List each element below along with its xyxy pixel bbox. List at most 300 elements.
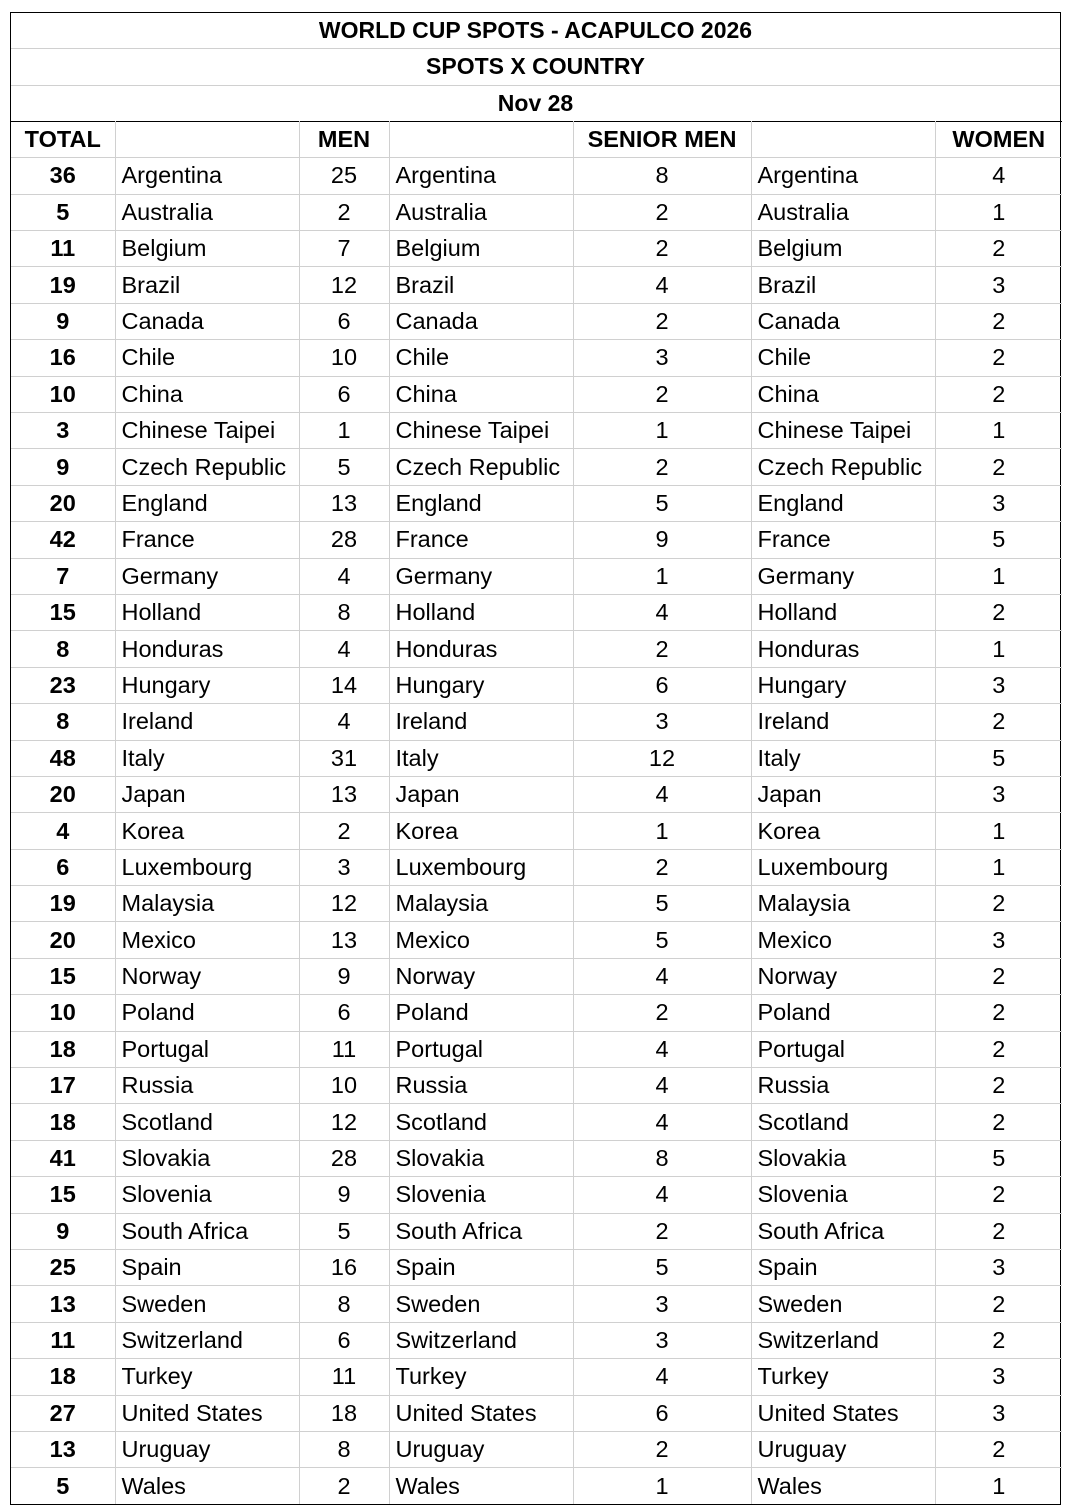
cell-country-men: Sweden [115, 1286, 299, 1322]
cell-country-senior: Wales [389, 1468, 573, 1504]
cell-country-men: Holland [115, 594, 299, 630]
cell-total: 18 [11, 1359, 115, 1395]
cell-country-men: Ireland [115, 704, 299, 740]
cell-total: 27 [11, 1395, 115, 1431]
cell-country-men: Uruguay [115, 1431, 299, 1467]
cell-country-women: United States [751, 1395, 935, 1431]
cell-men: 14 [299, 667, 389, 703]
cell-men: 6 [299, 995, 389, 1031]
cell-total: 10 [11, 376, 115, 412]
cell-total: 25 [11, 1250, 115, 1286]
cell-country-men: Spain [115, 1250, 299, 1286]
cell-country-women: Japan [751, 776, 935, 812]
cell-country-senior: Italy [389, 740, 573, 776]
cell-senior-men: 2 [573, 631, 751, 667]
cell-total: 8 [11, 704, 115, 740]
cell-senior-men: 2 [573, 303, 751, 339]
table-row [11, 813, 1062, 849]
cell-men: 6 [299, 1322, 389, 1358]
spots-spreadsheet [10, 12, 1061, 1505]
cell-country-senior: Australia [389, 194, 573, 230]
table-row [11, 485, 1062, 521]
table-row [11, 740, 1062, 776]
cell-men: 8 [299, 1286, 389, 1322]
cell-country-senior: Hungary [389, 667, 573, 703]
cell-men: 6 [299, 376, 389, 412]
table-row [11, 631, 1062, 667]
cell-country-men: Slovenia [115, 1177, 299, 1213]
cell-country-men: South Africa [115, 1213, 299, 1249]
spots-table [11, 121, 1062, 1504]
cell-country-men: Japan [115, 776, 299, 812]
cell-country-women: Uruguay [751, 1431, 935, 1467]
table-row [11, 1177, 1062, 1213]
cell-senior-men: 5 [573, 886, 751, 922]
cell-country-men: Switzerland [115, 1322, 299, 1358]
cell-men: 4 [299, 631, 389, 667]
cell-country-women: Luxembourg [751, 849, 935, 885]
cell-women: 2 [935, 340, 1062, 376]
cell-men: 4 [299, 558, 389, 594]
cell-country-senior: Japan [389, 776, 573, 812]
cell-men: 11 [299, 1031, 389, 1067]
table-row [11, 958, 1062, 994]
cell-country-senior: Brazil [389, 267, 573, 303]
cell-senior-men: 4 [573, 1359, 751, 1395]
cell-country-men: Slovakia [115, 1140, 299, 1176]
cell-country-women: Germany [751, 558, 935, 594]
cell-senior-men: 5 [573, 922, 751, 958]
cell-total: 17 [11, 1068, 115, 1104]
header-country-1 [115, 121, 299, 157]
cell-senior-men: 2 [573, 849, 751, 885]
cell-total: 42 [11, 522, 115, 558]
cell-country-men: Hungary [115, 667, 299, 703]
table-row [11, 1431, 1062, 1467]
cell-country-senior: Russia [389, 1068, 573, 1104]
cell-men: 16 [299, 1250, 389, 1286]
cell-country-women: Italy [751, 740, 935, 776]
cell-women: 2 [935, 594, 1062, 630]
cell-men: 10 [299, 340, 389, 376]
cell-country-senior: Argentina [389, 158, 573, 194]
cell-country-women: Chinese Taipei [751, 413, 935, 449]
cell-country-women: Canada [751, 303, 935, 339]
cell-women: 3 [935, 776, 1062, 812]
table-row [11, 1068, 1062, 1104]
table-row [11, 1250, 1062, 1286]
table-row [11, 267, 1062, 303]
cell-men: 3 [299, 849, 389, 885]
cell-country-senior: Spain [389, 1250, 573, 1286]
cell-women: 2 [935, 1177, 1062, 1213]
cell-senior-men: 1 [573, 1468, 751, 1504]
cell-men: 1 [299, 413, 389, 449]
cell-senior-men: 5 [573, 485, 751, 521]
cell-total: 9 [11, 1213, 115, 1249]
cell-men: 13 [299, 922, 389, 958]
cell-senior-men: 4 [573, 958, 751, 994]
cell-country-senior: Honduras [389, 631, 573, 667]
cell-total: 36 [11, 158, 115, 194]
header-senior-men: SENIOR MEN [573, 121, 751, 157]
cell-country-women: Argentina [751, 158, 935, 194]
cell-women: 5 [935, 740, 1062, 776]
cell-total: 48 [11, 740, 115, 776]
cell-women: 2 [935, 704, 1062, 740]
cell-country-men: Wales [115, 1468, 299, 1504]
table-row [11, 776, 1062, 812]
cell-country-women: England [751, 485, 935, 521]
cell-total: 11 [11, 231, 115, 267]
cell-senior-men: 6 [573, 667, 751, 703]
table-row [11, 995, 1062, 1031]
cell-country-men: Belgium [115, 231, 299, 267]
cell-total: 41 [11, 1140, 115, 1176]
cell-senior-men: 4 [573, 594, 751, 630]
sheet-date: Nov 28 [497, 89, 574, 116]
cell-total: 5 [11, 194, 115, 230]
cell-country-women: Mexico [751, 922, 935, 958]
cell-senior-men: 1 [573, 813, 751, 849]
cell-senior-men: 9 [573, 522, 751, 558]
cell-senior-men: 5 [573, 1250, 751, 1286]
header-row [11, 121, 1062, 157]
cell-women: 3 [935, 667, 1062, 703]
cell-senior-men: 4 [573, 776, 751, 812]
cell-country-men: France [115, 522, 299, 558]
header-women: WOMEN [935, 121, 1062, 157]
cell-country-senior: France [389, 522, 573, 558]
cell-men: 5 [299, 449, 389, 485]
cell-women: 3 [935, 1250, 1062, 1286]
cell-men: 18 [299, 1395, 389, 1431]
cell-women: 2 [935, 886, 1062, 922]
cell-women: 1 [935, 194, 1062, 230]
cell-country-men: Czech Republic [115, 449, 299, 485]
cell-women: 2 [935, 376, 1062, 412]
cell-country-senior: Holland [389, 594, 573, 630]
cell-senior-men: 2 [573, 376, 751, 412]
cell-country-men: Scotland [115, 1104, 299, 1140]
cell-total: 3 [11, 413, 115, 449]
cell-senior-men: 2 [573, 194, 751, 230]
cell-country-senior: Czech Republic [389, 449, 573, 485]
cell-senior-men: 1 [573, 413, 751, 449]
header-total: TOTAL [11, 121, 115, 157]
cell-men: 2 [299, 1468, 389, 1504]
cell-total: 23 [11, 667, 115, 703]
cell-men: 28 [299, 1140, 389, 1176]
cell-country-senior: Turkey [389, 1359, 573, 1395]
cell-country-women: Sweden [751, 1286, 935, 1322]
cell-country-senior: Portugal [389, 1031, 573, 1067]
table-row [11, 922, 1062, 958]
cell-country-women: South Africa [751, 1213, 935, 1249]
cell-country-women: Chile [751, 340, 935, 376]
cell-country-senior: South Africa [389, 1213, 573, 1249]
cell-women: 1 [935, 558, 1062, 594]
cell-country-senior: Luxembourg [389, 849, 573, 885]
cell-country-men: Argentina [115, 158, 299, 194]
cell-country-men: United States [115, 1395, 299, 1431]
cell-country-senior: Uruguay [389, 1431, 573, 1467]
table-row [11, 340, 1062, 376]
cell-women: 2 [935, 1104, 1062, 1140]
table-row [11, 1031, 1062, 1067]
cell-country-women: Norway [751, 958, 935, 994]
cell-women: 2 [935, 303, 1062, 339]
cell-total: 15 [11, 958, 115, 994]
cell-women: 2 [935, 958, 1062, 994]
cell-women: 3 [935, 1359, 1062, 1395]
cell-men: 10 [299, 1068, 389, 1104]
cell-senior-men: 3 [573, 1322, 751, 1358]
table-row [11, 558, 1062, 594]
cell-country-senior: Chinese Taipei [389, 413, 573, 449]
cell-country-senior: Switzerland [389, 1322, 573, 1358]
cell-total: 20 [11, 776, 115, 812]
header-country-2 [389, 121, 573, 157]
cell-total: 10 [11, 995, 115, 1031]
cell-country-women: Slovenia [751, 1177, 935, 1213]
cell-country-women: Slovakia [751, 1140, 935, 1176]
cell-country-senior: Ireland [389, 704, 573, 740]
table-row [11, 849, 1062, 885]
cell-total: 18 [11, 1104, 115, 1140]
cell-total: 5 [11, 1468, 115, 1504]
cell-country-men: England [115, 485, 299, 521]
cell-total: 15 [11, 594, 115, 630]
cell-men: 12 [299, 267, 389, 303]
cell-women: 5 [935, 522, 1062, 558]
cell-total: 15 [11, 1177, 115, 1213]
cell-country-senior: Malaysia [389, 886, 573, 922]
cell-men: 2 [299, 813, 389, 849]
cell-country-women: France [751, 522, 935, 558]
cell-senior-men: 3 [573, 704, 751, 740]
cell-women: 3 [935, 485, 1062, 521]
cell-women: 1 [992, 1472, 1006, 1499]
cell-men: 13 [299, 485, 389, 521]
cell-senior-men: 12 [573, 740, 751, 776]
cell-women: 2 [935, 1213, 1062, 1249]
cell-women: 2 [935, 231, 1062, 267]
cell-senior-men: 3 [573, 340, 751, 376]
cell-women: 2 [935, 1322, 1062, 1358]
cell-men: 2 [299, 194, 389, 230]
cell-country-women: Malaysia [751, 886, 935, 922]
table-row [11, 704, 1062, 740]
cell-country-men: Canada [115, 303, 299, 339]
cell-country-women: Holland [751, 594, 935, 630]
cell-country-senior: Canada [389, 303, 573, 339]
cell-women: 2 [935, 1031, 1062, 1067]
cell-country-women: Portugal [751, 1031, 935, 1067]
sheet-title: WORLD CUP SPOTS - ACAPULCO 2026 [11, 13, 1060, 49]
cell-country-women: Switzerland [751, 1322, 935, 1358]
cell-country-men: Mexico [115, 922, 299, 958]
table-row [11, 376, 1062, 412]
cell-country-men: Turkey [115, 1359, 299, 1395]
cell-senior-men: 4 [573, 1104, 751, 1140]
cell-country-women: Russia [751, 1068, 935, 1104]
cell-country-women: Ireland [751, 704, 935, 740]
cell-country-men: Chile [115, 340, 299, 376]
cell-women: 1 [935, 813, 1062, 849]
cell-country-men: Australia [115, 194, 299, 230]
cell-women: 2 [935, 449, 1062, 485]
table-row [11, 231, 1062, 267]
cell-senior-men: 6 [573, 1395, 751, 1431]
cell-country-women: Spain [751, 1250, 935, 1286]
cell-country-women: China [751, 376, 935, 412]
cell-senior-men: 2 [573, 1213, 751, 1249]
cell-men: 5 [299, 1213, 389, 1249]
cell-total: 6 [11, 849, 115, 885]
cell-senior-men: 2 [573, 995, 751, 1031]
cell-women: 1 [935, 413, 1062, 449]
cell-country-women: Czech Republic [751, 449, 935, 485]
cell-women: 3 [935, 1395, 1062, 1431]
cell-men: 11 [299, 1359, 389, 1395]
cell-country-women: Turkey [751, 1359, 935, 1395]
cell-country-women: Belgium [751, 231, 935, 267]
cell-senior-men: 2 [573, 1431, 751, 1467]
cell-country-women: Honduras [751, 631, 935, 667]
cell-women: 4 [935, 158, 1062, 194]
cell-women: 2 [935, 995, 1062, 1031]
table-row [11, 194, 1062, 230]
table-row [11, 1140, 1062, 1176]
cell-women: 2 [935, 1068, 1062, 1104]
cell-country-women: Poland [751, 995, 935, 1031]
cell-country-senior: China [389, 376, 573, 412]
cell-country-women: Korea [751, 813, 935, 849]
cell-senior-men: 4 [573, 1068, 751, 1104]
cell-women: 1 [935, 849, 1062, 885]
cell-country-senior: Poland [389, 995, 573, 1031]
table-row [11, 886, 1062, 922]
cell-country-men: Luxembourg [115, 849, 299, 885]
cell-country-women: Hungary [751, 667, 935, 703]
cell-men: 6 [299, 303, 389, 339]
cell-men: 9 [299, 958, 389, 994]
table-row [11, 1468, 1062, 1504]
cell-total: 13 [11, 1286, 115, 1322]
cell-total: 4 [11, 813, 115, 849]
cell-country-men: Portugal [115, 1031, 299, 1067]
cell-men: 25 [299, 158, 389, 194]
cell-total: 20 [11, 922, 115, 958]
cell-country-men: China [115, 376, 299, 412]
cell-total: 13 [11, 1431, 115, 1467]
cell-total: 7 [11, 558, 115, 594]
cell-country-senior: Sweden [389, 1286, 573, 1322]
cell-men: 8 [299, 594, 389, 630]
cell-country-senior: England [389, 485, 573, 521]
cell-country-women: Brazil [751, 267, 935, 303]
table-row [11, 1213, 1062, 1249]
cell-total: 9 [11, 449, 115, 485]
sheet-subtitle: SPOTS X COUNTRY [11, 49, 1060, 85]
cell-men: 12 [299, 1104, 389, 1140]
cell-men: 13 [299, 776, 389, 812]
header-men: MEN [299, 121, 389, 157]
cell-country-men: Korea [115, 813, 299, 849]
cell-total: 8 [11, 631, 115, 667]
cell-total: 19 [11, 267, 115, 303]
cell-country-men: Russia [115, 1068, 299, 1104]
cell-country-senior: Norway [389, 958, 573, 994]
cell-country-senior: Slovenia [389, 1177, 573, 1213]
cell-women: 3 [935, 267, 1062, 303]
table-row [11, 413, 1062, 449]
cell-senior-men: 4 [573, 1177, 751, 1213]
cell-country-senior: Scotland [389, 1104, 573, 1140]
cell-country-men: Norway [115, 958, 299, 994]
cell-men: 9 [299, 1177, 389, 1213]
cell-country-women: Scotland [751, 1104, 935, 1140]
table-row [11, 303, 1062, 339]
cell-total: 19 [11, 886, 115, 922]
cell-country-men: Italy [115, 740, 299, 776]
cell-country-senior: Germany [389, 558, 573, 594]
header-country-3 [751, 121, 935, 157]
cell-total: 11 [11, 1322, 115, 1358]
cell-country-senior: Korea [389, 813, 573, 849]
table-row [11, 1359, 1062, 1395]
cell-total: 16 [11, 340, 115, 376]
cell-men: 12 [299, 886, 389, 922]
cell-country-senior: United States [389, 1395, 573, 1431]
table-row [11, 449, 1062, 485]
cell-women: 5 [935, 1140, 1062, 1176]
cell-men: 31 [299, 740, 389, 776]
table-row [11, 594, 1062, 630]
cell-men: 28 [299, 522, 389, 558]
cell-senior-men: 3 [573, 1286, 751, 1322]
cell-country-men: Brazil [115, 267, 299, 303]
cell-country-men: Germany [115, 558, 299, 594]
table-row [11, 1395, 1062, 1431]
table-row [11, 1104, 1062, 1140]
cell-senior-men: 8 [573, 158, 751, 194]
cell-senior-men: 1 [573, 558, 751, 594]
cell-women: 1 [935, 631, 1062, 667]
cell-country-women: Wales [751, 1468, 935, 1504]
cell-country-women: Australia [751, 194, 935, 230]
cell-men: 7 [299, 231, 389, 267]
cell-country-senior: Mexico [389, 922, 573, 958]
table-row [11, 158, 1062, 194]
cell-senior-men: 4 [573, 267, 751, 303]
cell-total: 20 [11, 485, 115, 521]
table-row [11, 1286, 1062, 1322]
cell-country-men: Poland [115, 995, 299, 1031]
table-row [11, 1322, 1062, 1358]
cell-senior-men: 4 [573, 1031, 751, 1067]
cell-women: 2 [935, 1286, 1062, 1322]
table-row [11, 667, 1062, 703]
cell-women: 3 [935, 922, 1062, 958]
cell-senior-men: 2 [573, 231, 751, 267]
cell-men: 4 [299, 704, 389, 740]
table-row [11, 522, 1062, 558]
cell-country-senior: Chile [389, 340, 573, 376]
cell-total: 18 [11, 1031, 115, 1067]
cell-senior-men: 8 [573, 1140, 751, 1176]
